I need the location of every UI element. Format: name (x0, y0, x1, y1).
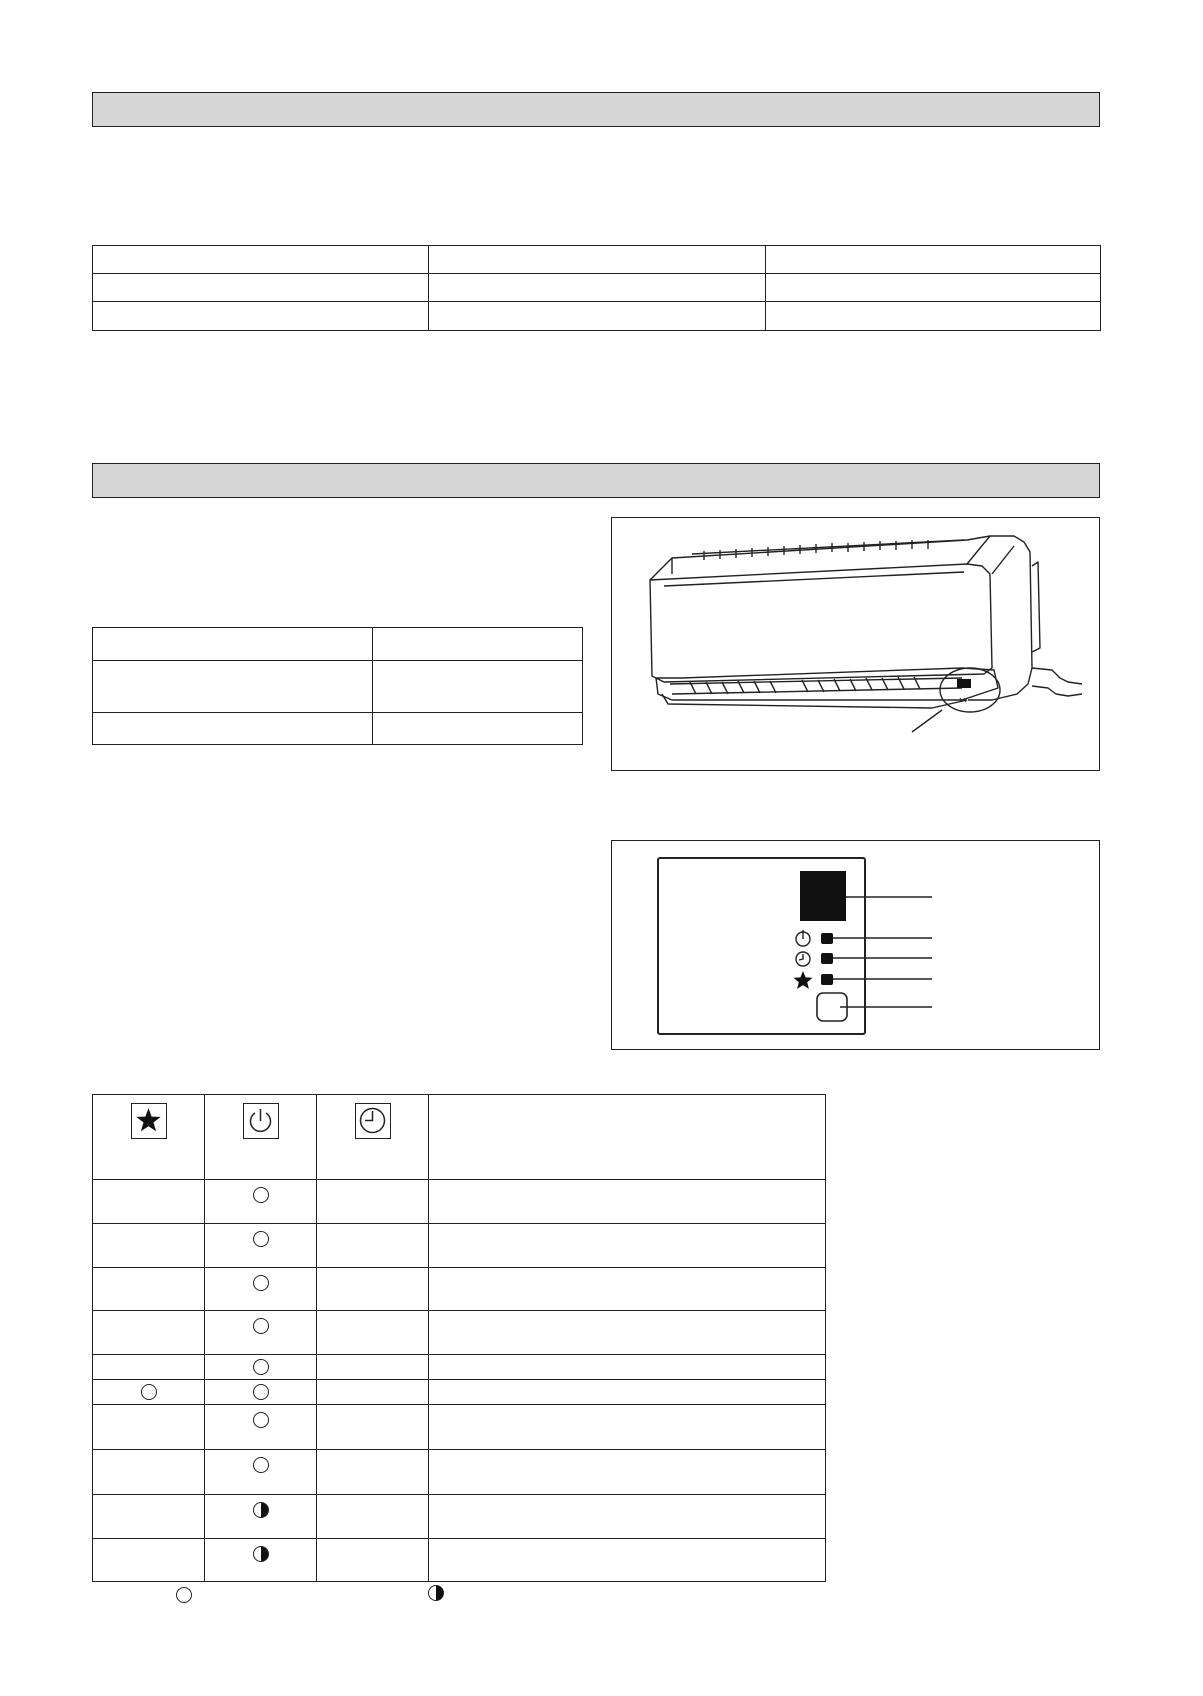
table-cell (373, 713, 583, 745)
lamp-on-icon (253, 1384, 269, 1400)
lamp-on-icon (141, 1384, 157, 1400)
cell-star (93, 1380, 205, 1405)
cell-power (205, 1495, 317, 1539)
cell-power (205, 1311, 317, 1355)
table-cell (373, 628, 583, 661)
cell-timer (317, 1224, 429, 1268)
lamp-on-icon (253, 1359, 269, 1375)
timer-icon (355, 1103, 391, 1139)
spec-table-b (92, 627, 583, 745)
section-header-bar-2 (92, 463, 1100, 498)
cell-timer (317, 1268, 429, 1311)
lamp-blink-icon (253, 1546, 269, 1562)
table-row (93, 1405, 826, 1450)
cell-description (429, 1405, 826, 1450)
indoor-unit-illustration (612, 518, 1099, 770)
table-row (93, 1539, 826, 1582)
section-header-bar-1 (92, 92, 1100, 127)
cell-description (429, 1450, 826, 1495)
header-star (93, 1095, 205, 1180)
cell-timer (317, 1495, 429, 1539)
cell-power (205, 1355, 317, 1380)
cell-description (429, 1311, 826, 1355)
cell-power (205, 1268, 317, 1311)
lamp-on-icon (176, 1587, 192, 1603)
table-row (93, 713, 583, 745)
table-cell (93, 628, 373, 661)
lamp-on-icon (253, 1275, 269, 1291)
header-power (205, 1095, 317, 1180)
power-icon (796, 930, 810, 946)
table-cell (93, 246, 429, 274)
cell-description (429, 1355, 826, 1380)
table-row (93, 246, 1101, 274)
cell-timer (317, 1539, 429, 1582)
table-cell (373, 661, 583, 713)
header-description (429, 1095, 826, 1180)
cell-power (205, 1180, 317, 1224)
cell-power (205, 1380, 317, 1405)
control-panel-figure (611, 840, 1100, 1050)
lamp-legend (176, 1585, 816, 1609)
cell-star (93, 1355, 205, 1380)
cell-star (93, 1495, 205, 1539)
star-icon (794, 971, 813, 989)
cell-star (93, 1180, 205, 1224)
cell-timer (317, 1180, 429, 1224)
power-icon (243, 1103, 279, 1139)
table-header-row (93, 1095, 826, 1180)
indoor-unit-figure (611, 517, 1100, 771)
cell-description (429, 1380, 826, 1405)
indicator-lamp-table (92, 1094, 826, 1582)
cell-timer (317, 1355, 429, 1380)
cell-timer (317, 1311, 429, 1355)
cell-star (93, 1311, 205, 1355)
cell-description (429, 1495, 826, 1539)
table-cell (429, 302, 766, 331)
cell-timer (317, 1450, 429, 1495)
cell-star (93, 1268, 205, 1311)
table-cell (93, 713, 373, 745)
cell-star (93, 1405, 205, 1450)
table-row (93, 661, 583, 713)
table-row (93, 1268, 826, 1311)
cell-power (205, 1450, 317, 1495)
cell-description (429, 1268, 826, 1311)
control-panel-illustration (612, 841, 1099, 1049)
lamp-on-icon (253, 1412, 269, 1428)
table-cell (93, 302, 429, 331)
table-cell (429, 246, 766, 274)
table-cell (93, 661, 373, 713)
cell-star (93, 1224, 205, 1268)
cell-power (205, 1539, 317, 1582)
cell-power (205, 1224, 317, 1268)
cell-timer (317, 1405, 429, 1450)
lamp-on-icon (253, 1231, 269, 1247)
header-timer (317, 1095, 429, 1180)
cell-description (429, 1224, 826, 1268)
timer-icon (796, 952, 810, 966)
table-row (93, 1380, 826, 1405)
lamp-on-icon (253, 1457, 269, 1473)
table-row (93, 1180, 826, 1224)
table-row (93, 1224, 826, 1268)
cell-star (93, 1539, 205, 1582)
table-cell (766, 302, 1101, 331)
table-row (93, 1311, 826, 1355)
lamp-blink-icon (428, 1585, 444, 1601)
table-row (93, 1355, 826, 1380)
lamp-blink-icon (253, 1502, 269, 1518)
cell-star (93, 1450, 205, 1495)
star-icon (131, 1103, 167, 1139)
table-row (93, 628, 583, 661)
cell-description (429, 1180, 826, 1224)
table-cell (766, 274, 1101, 302)
table-row (93, 302, 1101, 331)
table-row (93, 274, 1101, 302)
spec-table-a (92, 245, 1101, 331)
table-cell (93, 274, 429, 302)
cell-description (429, 1539, 826, 1582)
cell-power (205, 1405, 317, 1450)
lamp-on-icon (253, 1318, 269, 1334)
table-cell (429, 274, 766, 302)
table-cell (766, 246, 1101, 274)
table-row (93, 1495, 826, 1539)
cell-timer (317, 1380, 429, 1405)
lamp-on-icon (253, 1187, 269, 1203)
table-row (93, 1450, 826, 1495)
